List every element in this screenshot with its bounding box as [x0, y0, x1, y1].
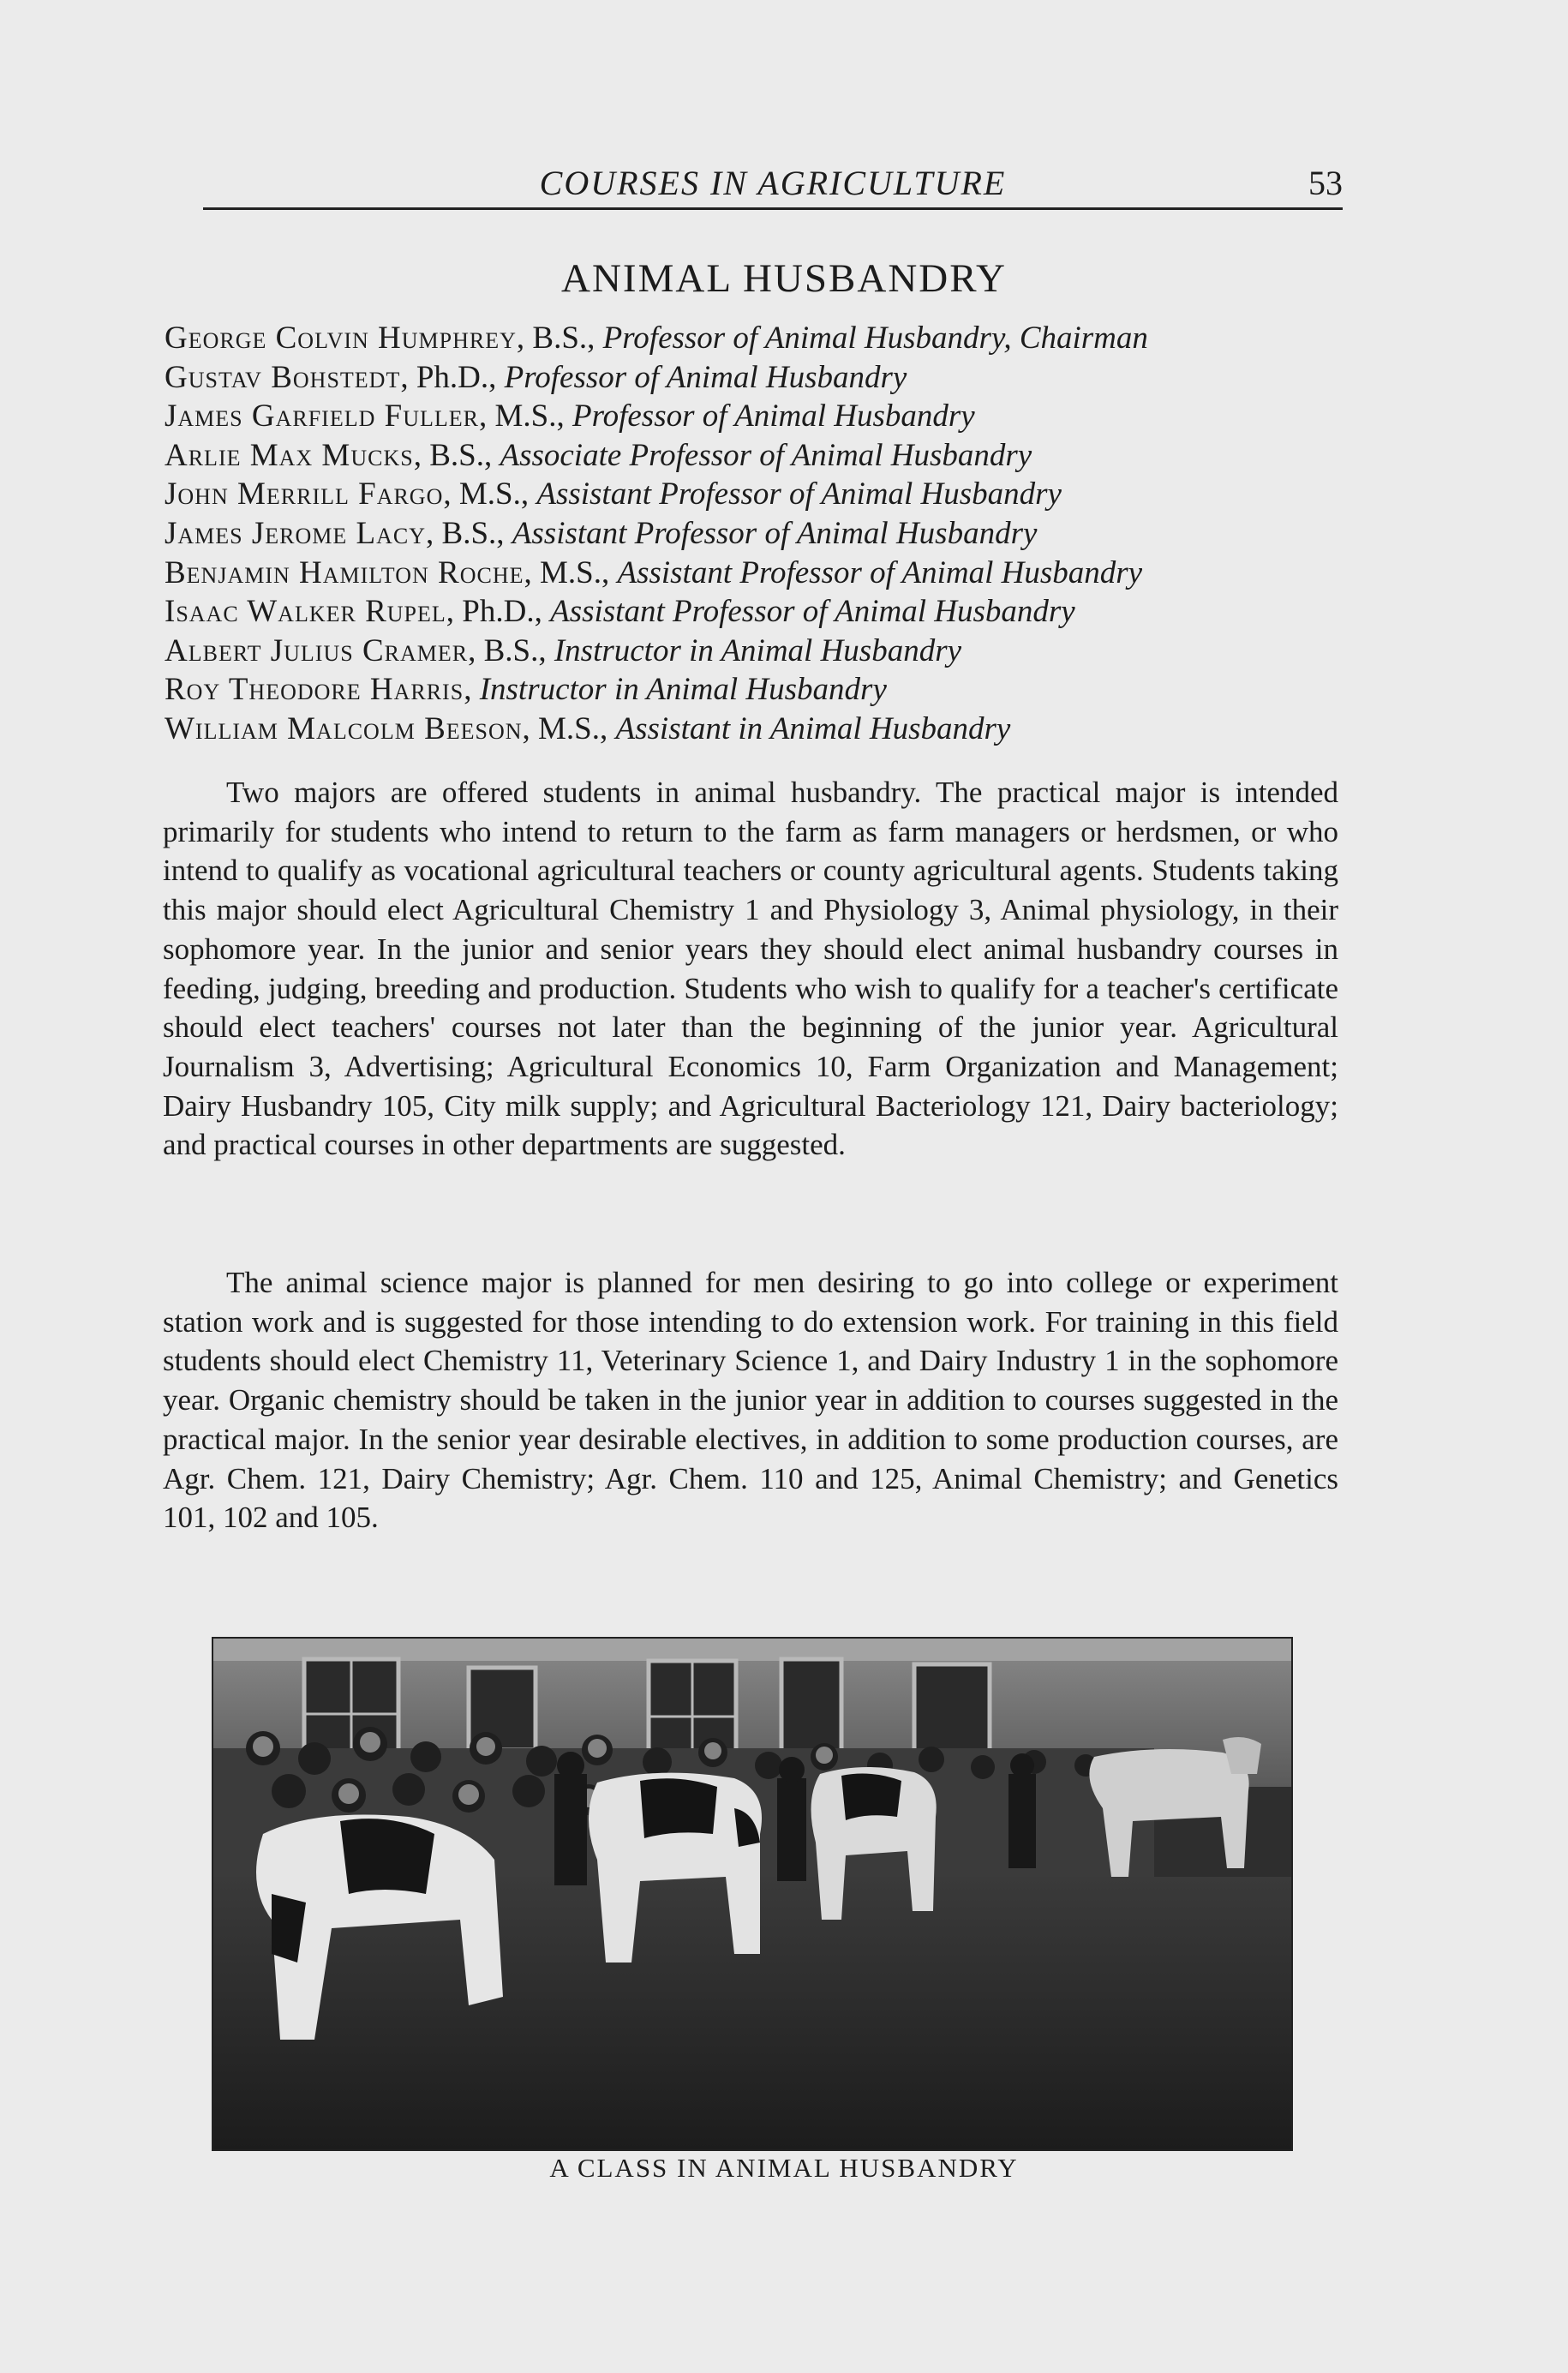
faculty-title: Associate Professor of Animal Husbandry [500, 437, 1032, 473]
faculty-title: Assistant Professor of Animal Husbandry [617, 554, 1143, 590]
faculty-title: Professor of Animal Husbandry, Chairman [602, 321, 1148, 356]
faculty-degree: , M.S., [478, 398, 572, 434]
faculty-title: Professor of Animal Husbandry [572, 398, 975, 434]
faculty-entry [165, 319, 1381, 358]
faculty-name: John Merrill Fargo [165, 476, 444, 512]
class-photo-image [212, 1637, 1293, 2151]
faculty-degree: , M.S., [524, 554, 618, 590]
faculty-title: Instructor in Animal Husbandry [479, 672, 887, 708]
faculty-entry [165, 710, 1381, 749]
faculty-entry [165, 436, 1381, 476]
faculty-name: William Malcolm Beeson [165, 710, 523, 746]
faculty-list [165, 319, 1381, 749]
faculty-name: George Colvin Humphrey [165, 321, 517, 356]
faculty-degree: , B.S., [426, 515, 512, 551]
faculty-entry [165, 397, 1381, 436]
faculty-name: Gustav Bohstedt [165, 359, 401, 395]
faculty-entry [165, 592, 1381, 632]
running-title: COURSES IN AGRICULTURE [539, 164, 1007, 202]
faculty-name: Roy Theodore Harris [165, 672, 464, 708]
faculty-title: Instructor in Animal Husbandry [554, 632, 962, 668]
faculty-name: Arlie Max Mucks [165, 437, 414, 473]
faculty-degree: , B.S., [413, 437, 500, 473]
faculty-entry [165, 358, 1381, 398]
faculty-title: Professor of Animal Husbandry [504, 359, 907, 395]
running-head [203, 163, 1343, 211]
faculty-title: Assistant Professor of Animal Husbandry [512, 515, 1038, 551]
faculty-degree: , Ph.D., [446, 594, 551, 630]
paragraph-animal-science-major: The animal science major is planned for men desiring to go into college or experiment station work and is suggested for those intending to do extension work. For training in this field students should elect Chemistry 11, Veterinary Science 1, and Dairy Industry 1 in the sophomore year. Organic chemistry should be taken in the junior year in addition to courses suggested in the practical major. In the senior year desirable electives, in addition to some production courses, are Agr. Chem. 121, Dairy Chemistry; Agr. Chem. 110 and 125, Animal Chemistry; and Genetics 101, 102 and 105. [163, 1266, 1338, 1535]
faculty-entry [165, 632, 1381, 671]
faculty-entry [165, 670, 1381, 710]
faculty-title: Assistant Professor of Animal Husbandry [536, 476, 1062, 512]
faculty-name: Benjamin Hamilton Roche [165, 554, 524, 590]
class-photo [212, 1637, 1293, 2151]
faculty-degree: , [464, 672, 480, 708]
faculty-degree: , B.S., [516, 321, 603, 356]
faculty-title: Assistant in Animal Husbandry [615, 710, 1011, 746]
photo-caption: A CLASS IN ANIMAL HUSBANDRY [549, 2153, 1019, 2183]
faculty-title: Assistant Professor of Animal Husbandry [550, 594, 1075, 630]
faculty-name: James Jerome Lacy [165, 515, 427, 551]
faculty-name: Albert Julius Cramer [165, 632, 469, 668]
faculty-degree: , M.S., [522, 710, 616, 746]
paragraph-practical-major: Two majors are offered students in animal husbandry. The practical major is intended primarily for students who intend to return to the farm as farm managers or herdsmen, or who intend to qualify as vocational agricultural teachers or county agricultural agents. Students taking this major should elect Agricultural Chemistry 1 and Physiology 3, Animal physiology, in their sophomore year. In the junior and senior years they should elect animal husbandry courses in feeding, judging, breeding and production. Students who wish to qualify for a teacher's certificate should elect teachers' courses not later than the beginning of the junior year. Agricultural Journalism 3, Advertising; Agricultural Economics 10, Farm Organization and Management; Dairy Husbandry 105, City milk supply; and Agricultural Bacteriology 121, Dairy bacteriology; and practical courses in other departments are suggested. [163, 776, 1338, 1162]
faculty-degree: , Ph.D., [400, 359, 505, 395]
faculty-degree: , M.S., [443, 476, 537, 512]
faculty-entry [165, 475, 1381, 514]
faculty-degree: , B.S., [468, 632, 554, 668]
header-rule [203, 207, 1343, 210]
page-number: 53 [1308, 164, 1343, 202]
faculty-entry [165, 514, 1381, 554]
faculty-name: James Garfield Fuller [165, 398, 479, 434]
faculty-entry [165, 554, 1381, 593]
faculty-name: Isaac Walker Rupel [165, 594, 446, 630]
section-title: ANIMAL HUSBANDRY [561, 256, 1007, 301]
